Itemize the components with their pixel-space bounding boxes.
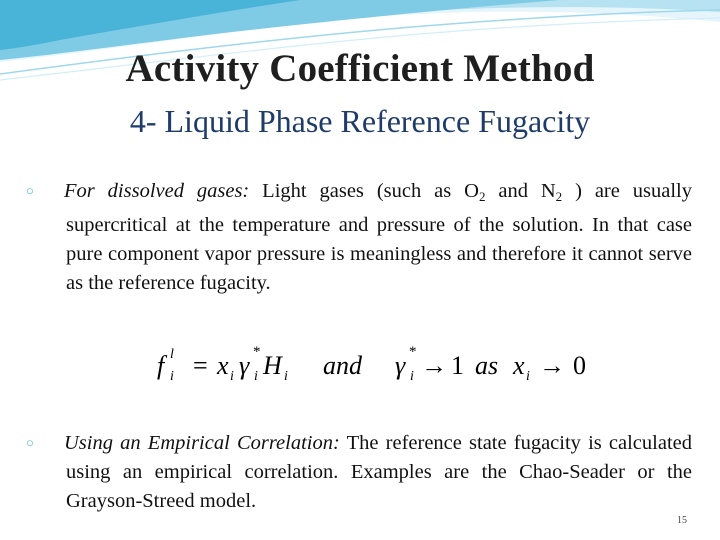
ring-bullet-icon: ○: [26, 435, 34, 450]
eq-word: as: [475, 351, 499, 380]
page-number: 15: [677, 515, 687, 526]
subscript: 2: [478, 189, 486, 204]
bullet-text: and N: [485, 180, 556, 202]
bullet-text: ) are usually supercritical at the temperature and pressure of the solution. In that case pure component vapor pressure is meaningless and therefore it cannot serve as the reference fugacity.: [66, 180, 692, 294]
eq-subscript: i: [170, 369, 174, 384]
eq-symbol: x: [513, 351, 525, 380]
bullet-empirical-correlation: [26, 428, 692, 516]
eq-superscript: *: [253, 344, 261, 360]
bullet-lead: For dissolved gases:: [64, 180, 250, 202]
ring-bullet-icon: ○: [26, 183, 34, 198]
eq-subscript: i: [410, 369, 414, 384]
eq-superscript: *: [409, 344, 417, 360]
bullet-lead: Using an Empirical Correlation:: [64, 432, 340, 454]
eq-operator: →: [539, 351, 565, 380]
eq-word: and: [323, 351, 362, 380]
eq-subscript: i: [230, 369, 234, 384]
eq-symbol: H: [263, 351, 282, 380]
eq-operator: =: [193, 351, 208, 380]
eq-subscript: i: [526, 369, 530, 384]
eq-symbol: γ: [239, 351, 250, 380]
eq-superscript: l: [170, 347, 174, 362]
bullet-text: Light gases (such as O: [249, 180, 479, 202]
slide-subtitle: 4- Liquid Phase Reference Fugacity: [129, 103, 591, 139]
eq-symbol: γ: [395, 351, 406, 380]
eq-number: 1: [451, 351, 464, 380]
eq-number: 0: [573, 351, 586, 380]
slide-title: Activity Coefficient Method: [125, 47, 595, 90]
henry-law-equation: [155, 342, 605, 392]
eq-operator: →: [421, 351, 447, 380]
eq-symbol: x: [217, 351, 229, 380]
eq-symbol: f: [157, 351, 165, 380]
bullet-text: The reference state fugacity is calculated using an empirical correlation. Examples are the Chao-Seader or the Grayson-Streed model.: [66, 432, 692, 512]
subscript: 2: [555, 189, 563, 204]
bullet-dissolved-gases: [26, 176, 692, 298]
eq-subscript: i: [254, 369, 258, 384]
eq-subscript: i: [284, 369, 288, 384]
